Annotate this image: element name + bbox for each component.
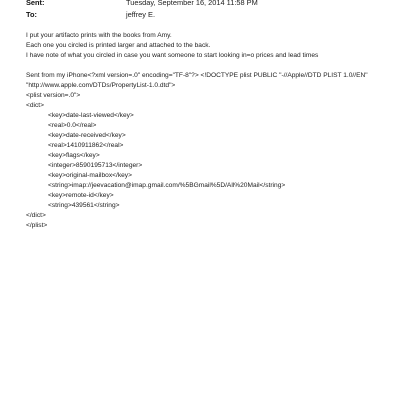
dict-line: <key>flags</key> [48,152,100,159]
dict-line: <key>date-last-viewed</key> [48,112,134,119]
to-value: jeffrey E. [126,10,156,19]
dict-close-line: </dict> [26,212,46,219]
dict-line: <string>439561</string> [48,202,120,209]
message-line: I have note of what you circled in case you want someone to start looking in=o prices and lead times [26,52,319,59]
dict-line: <key>remote-id</key> [48,192,114,199]
paragraph-gap [26,61,390,71]
to-label: To: [26,10,37,19]
dict-line: <key>original-mailbox</key> [48,172,132,179]
dict-line: <string>imap://jeevacation@imap.gmail.com/%5BGmail%5D/All%20Mail</string> [48,182,286,189]
message-line: Each one you circled is printed larger and attached to the back. [26,42,211,49]
doctype-url-line: "http://www.apple.com/DTDs/PropertyList-1.0.dtd"> [26,82,176,89]
email-body [26,31,390,231]
message-line: I put your artifacto prints with the books from Amy. [26,32,172,39]
dict-open-line: <dict> [26,102,44,109]
plist-open-line: <plist version=.0"> [26,92,81,99]
dict-line: <integer>8590195713</integer> [48,162,143,169]
to-row [26,9,386,21]
email-header [26,0,386,21]
sent-row [26,0,386,9]
sent-from-line: Sent from my iPhone<?xml version=.0" encoding="TF-8"?> <!DOCTYPE plist PUBLIC "-//Apple//DTD PLIST 1.0//EN" [26,72,368,79]
dict-line: <real>1410911862</real> [48,142,124,149]
plist-close-line: </plist> [26,222,48,229]
dict-line: <key>date-received</key> [48,132,126,139]
sent-label: Sent: [26,0,45,7]
sent-value: Tuesday, September 16, 2014 11:58 PM [126,0,258,7]
dict-line: <real>0.0</real> [48,122,97,129]
